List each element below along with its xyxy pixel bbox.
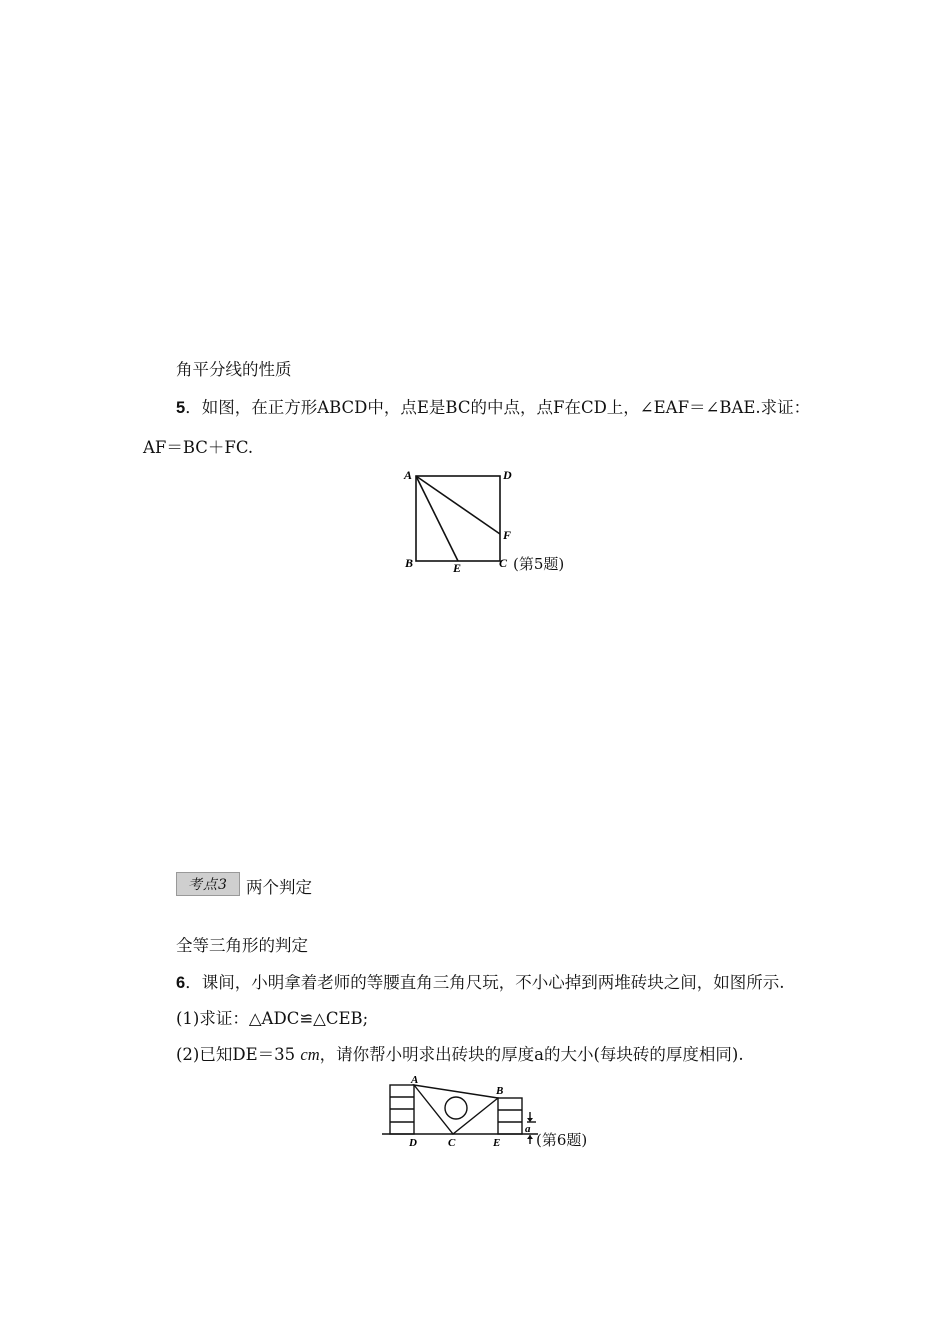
segment-af bbox=[416, 476, 500, 534]
question-6-part2 bbox=[176, 1047, 744, 1064]
section-subtitle-congruence: 全等三角形的判定 bbox=[176, 936, 308, 955]
section-subtitle-angle-bisector: 角平分线的性质 bbox=[176, 360, 292, 379]
label-a: A bbox=[404, 468, 413, 482]
square-abcd bbox=[416, 476, 500, 561]
question-6-line1 bbox=[176, 975, 784, 992]
triangle-ruler bbox=[414, 1085, 498, 1134]
label-e: E bbox=[453, 561, 462, 575]
question-6-number: 6 bbox=[176, 974, 186, 992]
label-c: C bbox=[499, 556, 508, 570]
question-5-caption: (第5题) bbox=[513, 555, 565, 573]
label-a: A bbox=[411, 1074, 419, 1086]
label-b: B bbox=[405, 556, 414, 570]
part2-suffix: ，请你帮小明求出砖块的厚度a的大小(每块砖的厚度相同). bbox=[319, 1045, 744, 1064]
question-6-figure bbox=[380, 1074, 550, 1154]
label-b: B bbox=[496, 1085, 504, 1097]
question-5-text: ．如图，在正方形ABCD中，点E是BC的中点，点F在CD上，∠EAF＝∠BAE.求证： bbox=[185, 398, 811, 417]
part2-prefix: (2)已知DE＝35 bbox=[176, 1045, 301, 1064]
right-brick-stack bbox=[498, 1098, 522, 1134]
question-6-part1: (1)求证：△ADC≌△CEB; bbox=[176, 1009, 369, 1028]
label-f: F bbox=[503, 528, 512, 542]
label-d: D bbox=[503, 468, 512, 482]
label-d: D bbox=[409, 1137, 417, 1149]
label-thickness-a: a bbox=[525, 1123, 531, 1135]
question-6-caption: (第6题) bbox=[536, 1131, 588, 1149]
part2-unit: cm bbox=[300, 1045, 320, 1064]
question-6-text: ．课间，小明拿着老师的等腰直角三角尺玩，不小心掉到两堆砖块之间，如图所示. bbox=[185, 973, 785, 992]
question-5-number: 5 bbox=[176, 399, 186, 417]
kaodian-title: 两个判定 bbox=[246, 878, 312, 897]
kaodian-badge: 考点3 bbox=[176, 872, 240, 896]
label-c: C bbox=[448, 1137, 456, 1149]
ruler-hole bbox=[445, 1097, 467, 1119]
question-5-line2: AF＝BC＋FC. bbox=[143, 438, 254, 457]
label-e: E bbox=[493, 1137, 501, 1149]
question-5-line1 bbox=[176, 400, 810, 417]
segment-ae bbox=[416, 476, 458, 561]
